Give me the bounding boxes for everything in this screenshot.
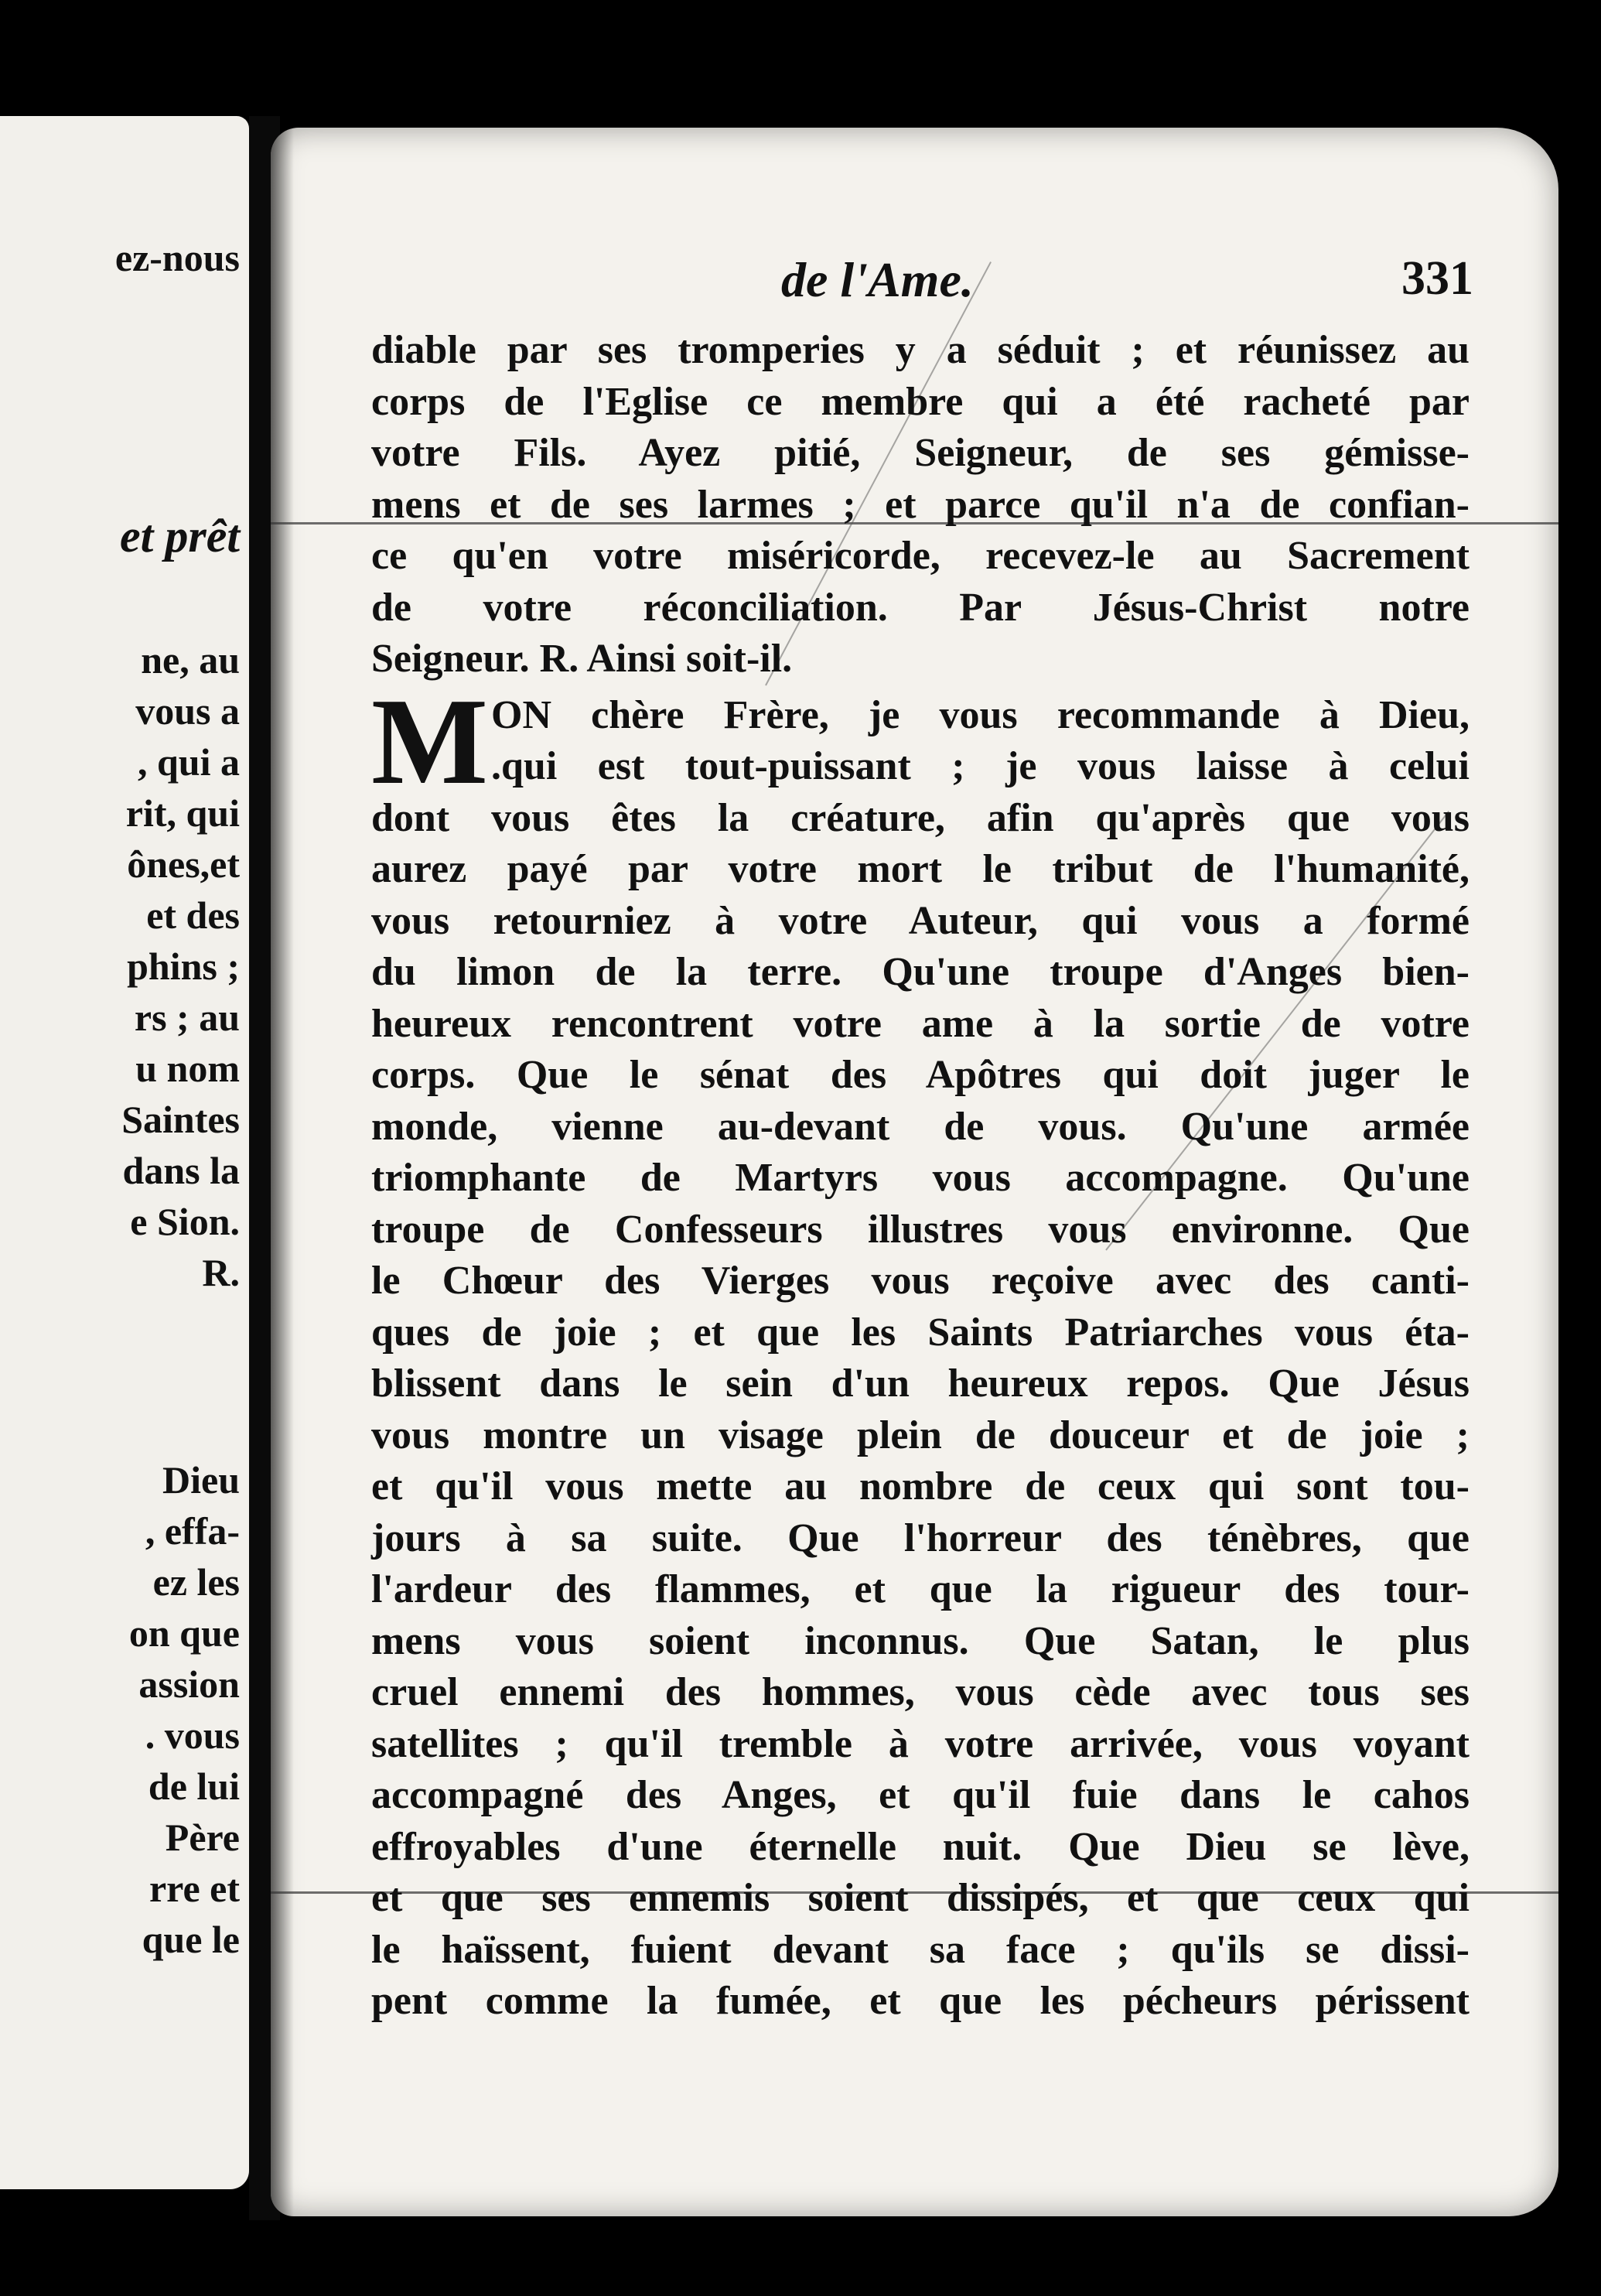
left-page-text-fragment: rre et <box>148 1867 240 1910</box>
right-page <box>271 128 1558 2216</box>
left-page-text-fragment: e Sion. <box>130 1200 240 1243</box>
page-number: 331 <box>1401 252 1473 305</box>
text-line: ce qu'en votre miséricorde, recevez-le au Sacrement <box>371 534 1470 578</box>
left-page-text-fragment: phins ; <box>127 945 240 988</box>
left-page-text-fragment: ônes,et <box>127 842 240 886</box>
prayer-paragraph <box>371 325 1470 685</box>
left-page-text-fragment: que le <box>142 1918 240 1961</box>
left-page-text-fragment: et prêt <box>120 511 240 562</box>
left-page-text-fragment: on que <box>128 1611 240 1655</box>
left-facing-page <box>0 116 249 2189</box>
left-page-text-fragment: , effa- <box>145 1509 240 1553</box>
left-page-text-fragment: dans la <box>122 1149 240 1192</box>
left-page-text-fragment: et des <box>146 893 240 937</box>
text-line: .qui est tout-puissant ; je vous laisse à celui <box>491 744 1470 788</box>
left-page-text-fragment: rit, qui <box>125 791 240 835</box>
text-line: votre Fils. Ayez pitié, Seigneur, de ses gémisse- <box>371 431 1470 475</box>
commendation-paragraph <box>371 671 1470 2028</box>
text-line: vous montre un visage plein de douceur et de joie ; <box>371 1413 1470 1457</box>
text-line: de votre réconciliation. Par Jésus-Christ notre <box>371 585 1470 630</box>
left-page-text-fragment: , qui a <box>137 740 240 784</box>
left-page-text-fragment: u nom <box>135 1047 240 1090</box>
running-title: de l'Ame. <box>781 252 974 307</box>
left-page-text-fragment: vous a <box>135 689 240 733</box>
left-page-text-fragment: ez-nous <box>114 236 240 279</box>
text-line: pent comme la fumée, et que les pécheurs périssent <box>371 1979 1470 2023</box>
drop-cap: M <box>371 671 489 810</box>
text-line: le haïssent, fuient devant sa face ; qu'ils se dissi- <box>371 1927 1470 1972</box>
text-line: l'ardeur des flammes, et que la rigueur des tour- <box>371 1567 1470 1611</box>
text-line: ON chère Frère, je vous recommande à Dieu, <box>491 692 1470 737</box>
left-page-text-fragment: R. <box>202 1251 240 1294</box>
left-page-text-fragment: Saintes <box>121 1098 240 1141</box>
left-page-text-fragment: Père <box>165 1816 240 1859</box>
text-line: et qu'il vous mette au nombre de ceux qui sont tou- <box>371 1464 1470 1508</box>
left-page-text-fragment: ez les <box>152 1560 240 1604</box>
text-line: diable par ses tromperies y a séduit ; et réunissez au <box>371 328 1470 372</box>
text-line: mens et de ses larmes ; et parce qu'il n'a de confian- <box>371 482 1470 527</box>
text-line: le Chœur des Vierges vous reçoive avec des canti- <box>371 1259 1470 1303</box>
text-line: jours à sa suite. Que l'horreur des ténèbres, que <box>371 1515 1470 1560</box>
text-line: corps de l'Eglise ce membre qui a été racheté par <box>371 379 1470 424</box>
text-line: mens vous soient inconnus. Que Satan, le plus <box>371 1618 1470 1663</box>
page-crease-shadow <box>271 128 294 2216</box>
text-line: blissent dans le sein d'un heureux repos. Que Jésus <box>371 1362 1470 1406</box>
text-line: du limon de la terre. Qu'une troupe d'Anges bien- <box>371 950 1470 994</box>
text-line: satellites ; qu'il tremble à votre arrivée, vous voyant <box>371 1721 1470 1766</box>
text-line: corps. Que le sénat des Apôtres qui doit juger le <box>371 1053 1470 1097</box>
text-line: accompagné des Anges, et qu'il fuie dans le cahos <box>371 1773 1470 1817</box>
text-line: et que ses ennemis soient dissipés, et que ceux qui <box>371 1876 1470 1920</box>
running-header <box>271 251 1558 313</box>
text-line: effroyables d'une éternelle nuit. Que Dieu se lève, <box>371 1824 1470 1869</box>
left-page-text-fragment: assion <box>138 1662 240 1706</box>
main-text <box>371 325 1470 2028</box>
left-page-text-fragment: Dieu <box>162 1458 240 1502</box>
text-line: dont vous êtes la créature, afin qu'après que vous <box>371 795 1470 840</box>
text-line: aurez payé par votre mort le tribut de l'humanité, <box>371 847 1470 891</box>
left-page-text-fragment: de lui <box>148 1765 240 1808</box>
text-line: heureux rencontrent votre ame à la sortie de votre <box>371 1001 1470 1046</box>
text-line: Seigneur. R. Ainsi soit-il. <box>371 637 793 681</box>
text-line: monde, vienne au-devant de vous. Qu'une armée <box>371 1104 1470 1149</box>
text-line: triomphante de Martyrs vous accompagne. Qu'une <box>371 1156 1470 1200</box>
text-line: ques de joie ; et que les Saints Patriarches vous éta- <box>371 1310 1470 1355</box>
left-page-text-fragment: ne, au <box>141 638 240 682</box>
left-page-text-fragment: rs ; au <box>134 996 240 1039</box>
text-line: vous retourniez à votre Auteur, qui vous a formé <box>371 898 1470 943</box>
left-page-text-fragment: . vous <box>145 1713 240 1757</box>
text-line: troupe de Confesseurs illustres vous environne. Que <box>371 1207 1470 1252</box>
text-line: cruel ennemi des hommes, vous cède avec tous ses <box>371 1670 1470 1714</box>
